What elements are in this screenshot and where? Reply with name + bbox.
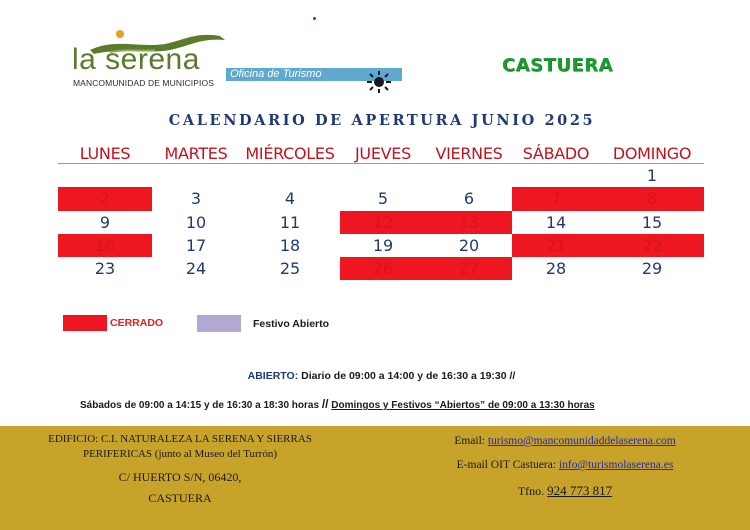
calendar-week-row: [58, 164, 704, 187]
schedule-open-label: ABIERTO:: [247, 370, 299, 382]
calendar-day: 19: [372, 235, 394, 255]
calendar-week-row: [58, 211, 704, 234]
calendar-day-closed: 12: [340, 211, 426, 234]
calendar-day-closed: 13: [426, 211, 512, 234]
weekday-thursday: JUEVES: [355, 144, 411, 163]
footer-phone-number[interactable]: 924 773 817: [547, 483, 613, 498]
footer-address: C/ HUERTO S/N, 06420,: [118, 470, 242, 484]
calendar-day: 6: [463, 189, 475, 209]
footer-email-label: Email:: [454, 435, 488, 447]
logo-subtitle: MANCOMUNIDAD DE MUNICIPIOS: [73, 78, 214, 88]
footer-contact-block: [420, 434, 710, 498]
calendar-day-closed: 27: [426, 257, 512, 280]
footer-email-link[interactable]: turismo@mancomunidaddelaserena.com: [487, 435, 676, 447]
calendar-day: 9: [99, 212, 111, 232]
calendar-day: 10: [185, 212, 207, 232]
footer-oit-email-link[interactable]: info@turismolaserena.es: [558, 459, 674, 471]
schedule-daily: [0, 369, 750, 383]
calendar-day: 1: [646, 166, 658, 185]
footer-email-row: [420, 434, 710, 448]
calendar-day: 14: [545, 212, 567, 232]
weekday-friday: VIERNES: [435, 144, 503, 163]
footer-phone-row: [420, 484, 710, 498]
schedule-saturdays: Sábados de 09:00 a 14:15 y de 16:30 a 18:30 horas: [80, 400, 322, 411]
footer: [0, 426, 750, 530]
calendar-day-closed: 22: [600, 234, 704, 257]
decorative-dot: [313, 17, 316, 20]
footer-city: CASTUERA: [148, 491, 212, 505]
logo-title: la serena: [72, 43, 200, 76]
footer-phone-label: Tfno.: [517, 484, 548, 498]
town-title: CASTUERA: [502, 55, 614, 76]
calendar-day: 17: [185, 235, 207, 255]
calendar-week-row: [58, 234, 704, 257]
footer-building-line1: EDIFICIO: C.I. NATURALEZA LA SERENA Y SIERRAS: [48, 433, 312, 445]
calendar-day: 20: [458, 235, 480, 255]
calendar-day: [512, 164, 600, 187]
footer-oit-label: E-mail OIT Castuera:: [456, 459, 559, 471]
calendar-day: [152, 164, 240, 187]
calendar-week-row: [58, 257, 704, 280]
calendar-day-closed: 2: [58, 187, 152, 210]
legend-closed-swatch: [63, 315, 107, 331]
calendar-day: 5: [377, 189, 389, 209]
schedule-weekend: [80, 397, 595, 413]
calendar-day: 25: [279, 259, 301, 279]
calendar-day: 23: [94, 259, 116, 279]
calendar-day-closed: 26: [340, 257, 426, 280]
weekday-monday: LUNES: [79, 144, 131, 163]
weekday-wednesday: MIÉRCOLES: [245, 144, 335, 163]
calendar-table: [58, 144, 704, 280]
weekday-saturday: SÁBADO: [522, 144, 590, 163]
sun-icon: [364, 71, 394, 93]
calendar-day: 3: [190, 189, 202, 209]
calendar-day: 28: [545, 259, 567, 279]
legend-holiday-open-label: Festivo Abierto: [253, 318, 330, 330]
calendar-day: 24: [185, 259, 207, 279]
calendar-day: 11: [279, 212, 301, 232]
footer-building-line2: PERIFERICAS (junto al Museo del Turrón): [82, 447, 278, 460]
legend-closed-label: CERRADO: [110, 317, 164, 329]
calendar-day-closed: 21: [512, 234, 600, 257]
calendar-day: [240, 164, 340, 187]
calendar-day-closed: 8: [600, 187, 704, 210]
calendar-title: CALENDARIO DE APERTURA JUNIO 2025: [168, 112, 596, 129]
calendar-day: 15: [641, 212, 663, 232]
footer-oit-row: [420, 458, 710, 472]
schedule-separator: //: [321, 397, 329, 411]
calendar-day: [58, 164, 152, 187]
schedule-sundays: Domingos y Festivos “Abiertos” de 09:00 a 13:30 horas: [331, 400, 595, 411]
calendar-body: [58, 164, 704, 280]
schedule-daily-text: Diario de 09:00 a 14:00 y de 16:30 a 19:30 //: [298, 370, 516, 382]
weekday-tuesday: MARTES: [164, 144, 228, 163]
logo-band-text: Oficina de Turismo: [230, 68, 322, 80]
legend-holiday-open-swatch: [197, 315, 241, 332]
calendar-day-closed: 7: [512, 187, 600, 210]
calendar-day: [426, 164, 512, 187]
calendar-header: [58, 144, 704, 164]
calendar-day: [340, 164, 426, 187]
calendar-day: 4: [284, 189, 296, 209]
calendar-week-row: [58, 187, 704, 210]
footer-address-block: [30, 432, 330, 506]
weekday-sunday: DOMINGO: [612, 144, 692, 163]
mancomunidad-logo: [70, 28, 410, 98]
calendar-day: 29: [641, 259, 663, 279]
calendar-day-closed: 16: [58, 234, 152, 257]
calendar-day: 18: [279, 235, 301, 255]
